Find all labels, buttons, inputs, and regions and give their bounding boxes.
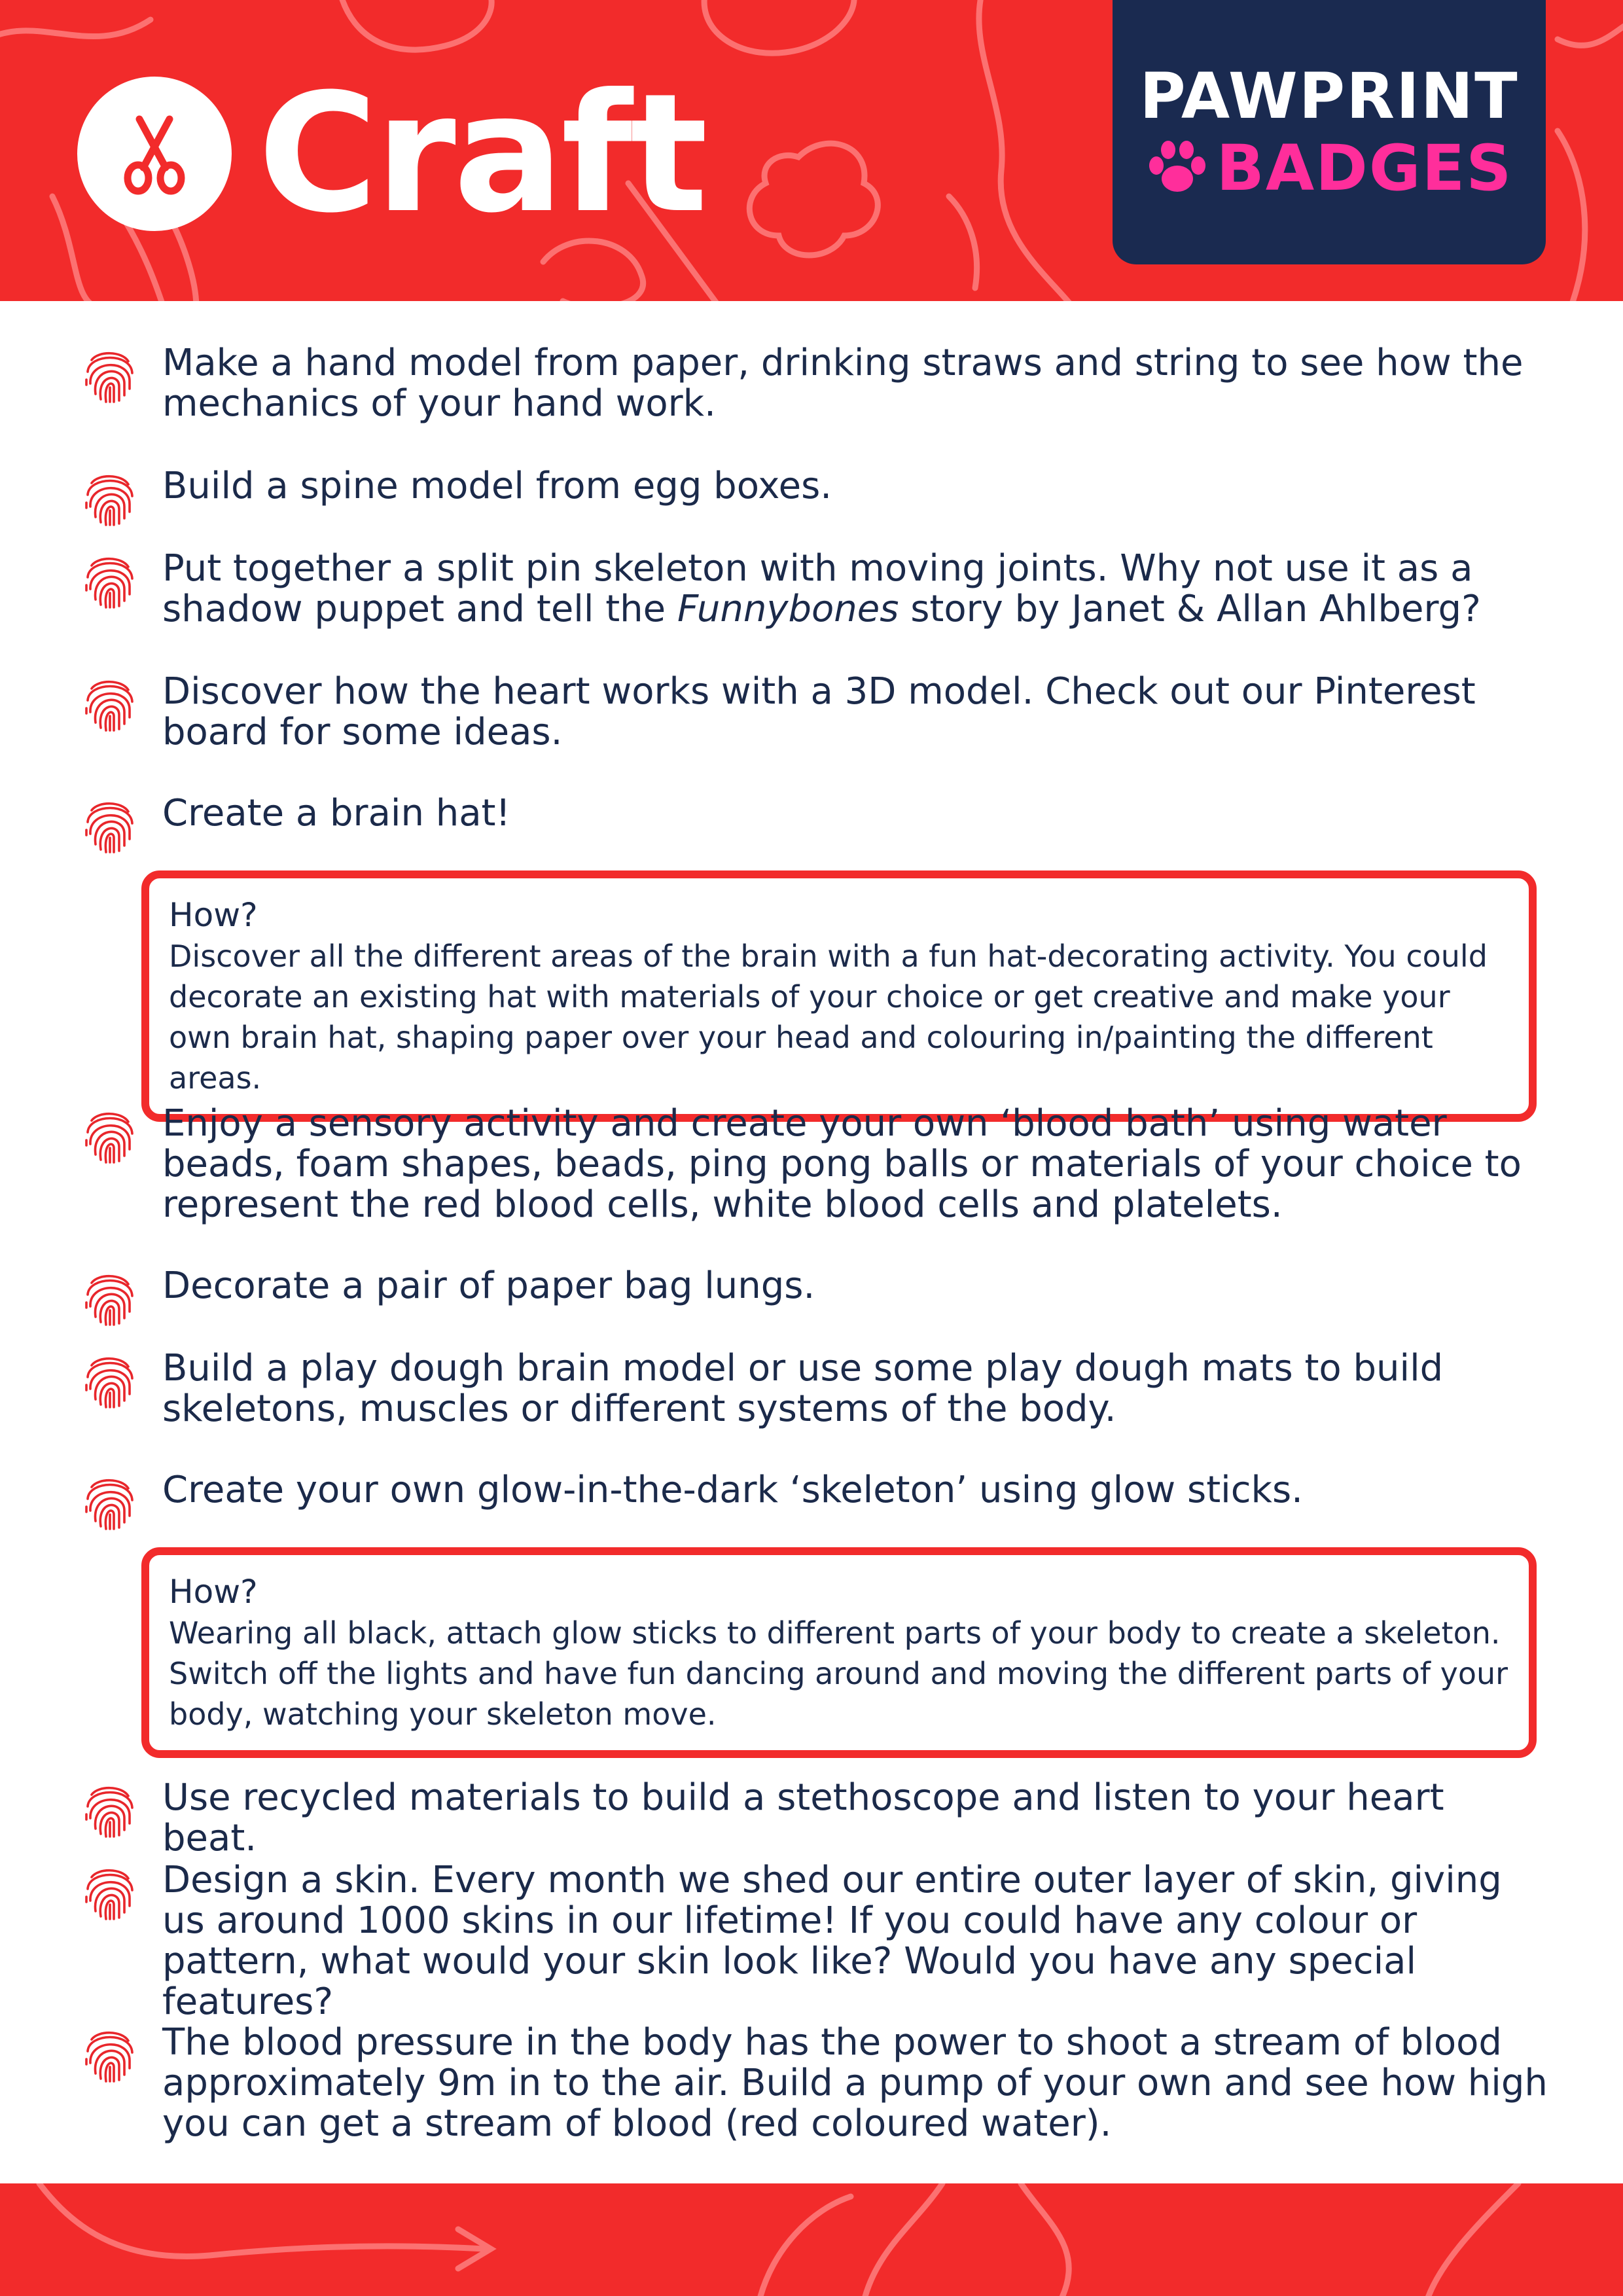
how-label: How?	[169, 896, 258, 934]
fingerprint-icon	[84, 1107, 136, 1165]
fingerprint-icon	[84, 1270, 136, 1327]
brand-bottom-text: BADGES	[1216, 132, 1513, 205]
item-text: Create a brain hat!	[162, 792, 510, 834]
fingerprint-icon	[84, 470, 136, 528]
how-box	[141, 1547, 1537, 1758]
fingerprint-icon	[84, 1782, 136, 1839]
pawprint-badges-logo	[1113, 0, 1546, 264]
page-header	[0, 0, 1623, 301]
item-text: Discover how the heart works with a 3D model. Check out our Pinterest board for some ideas.	[162, 670, 1476, 753]
fingerprint-icon	[84, 675, 136, 733]
item-text: Make a hand model from paper, drinking straws and string to see how the mechanics of your hand work.	[162, 342, 1524, 425]
brand-top-text: PAWPRINT	[1139, 60, 1519, 133]
fingerprint-icon	[84, 1352, 136, 1410]
fingerprint-icon	[84, 347, 136, 404]
scissors-icon	[77, 77, 232, 231]
book-title: Funnybones	[677, 588, 899, 630]
item-text: Build a spine model from egg boxes.	[162, 465, 832, 507]
item-text: Use recycled materials to build a stethoscope and listen to your heart beat.	[162, 1776, 1444, 1859]
item-text: Create your own glow-in-the-dark ‘skeleton’ using glow sticks.	[162, 1469, 1303, 1511]
item-text: Put together a split pin skeleton with moving joints. Why not use it as a shadow puppet and tell the Funnybones story by Janet & Allan Ahlberg?	[162, 547, 1481, 630]
item-text: Decorate a pair of paper bag lungs.	[162, 1265, 815, 1307]
how-label: How?	[169, 1573, 258, 1611]
how-text: Wearing all black, attach glow sticks to different parts of your body to create a skeleton. Switch off the lights and have fun dancing around and moving the different parts of your body, watching your skeleton move.	[169, 1615, 1508, 1732]
fingerprint-icon	[84, 797, 136, 855]
fingerprint-icon	[84, 552, 136, 610]
how-text: Discover all the different areas of the brain with a fun hat-decorating activity. You could decorate an existing hat with materials of your choice or get creative and make your own brain hat, shaping paper over your head and colouring in/painting the different areas.	[169, 939, 1488, 1096]
page-footer	[0, 2183, 1623, 2296]
fingerprint-icon	[84, 1864, 136, 1922]
paw-icon	[1146, 139, 1209, 197]
item-text: Build a play dough brain model or use some play dough mats to build skeletons, muscles or different systems of the body.	[162, 1347, 1444, 1430]
how-box	[141, 870, 1537, 1122]
fingerprint-icon	[84, 1474, 136, 1532]
fingerprint-icon	[84, 2026, 136, 2084]
page-title: Craft	[258, 58, 705, 249]
title-group	[77, 58, 705, 249]
doodle-footer	[0, 2183, 1623, 2296]
item-text: The blood pressure in the body has the power to shoot a stream of blood approximately 9m in to the air. Build a pump of your own and see how high you can get a stream of blood (red coloured water).	[162, 2021, 1548, 2145]
item-text: Design a skin. Every month we shed our entire outer layer of skin, giving us around 1000 skins in our lifetime! If you could have any colour or pattern, what would your skin look like? Would you have any special features?	[162, 1859, 1502, 2023]
item-text: Enjoy a sensory activity and create your own ‘blood bath’ using water beads, foam shapes, beads, ping pong balls or materials of your choice to represent the red blood cells, white blood cells and platelets.	[162, 1102, 1522, 1226]
